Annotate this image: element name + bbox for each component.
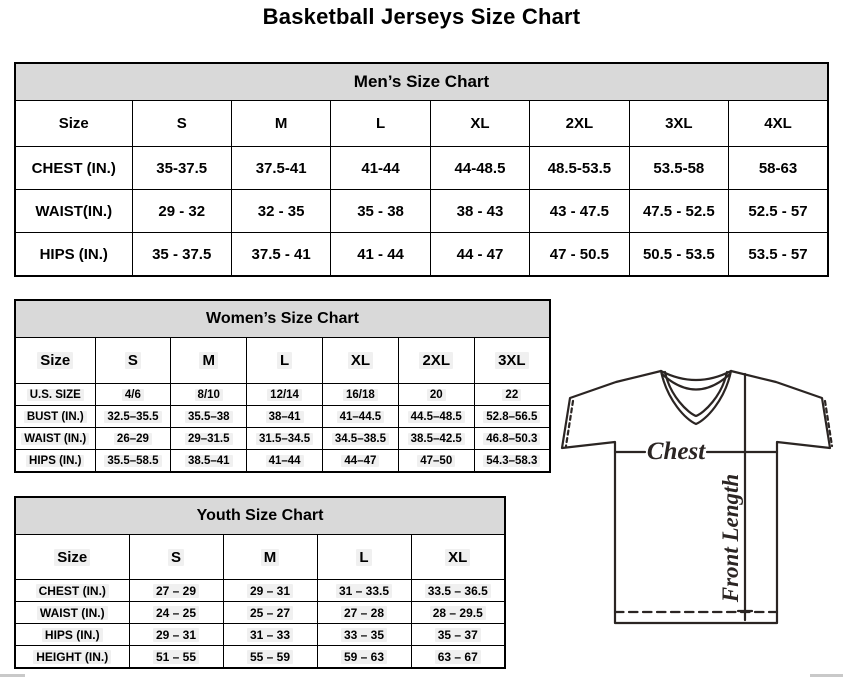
table-row — [15, 233, 828, 277]
value-cell: 41–44 — [247, 450, 323, 473]
value-cell: 41-44 — [331, 147, 430, 190]
jersey-outline — [562, 371, 830, 623]
table-header-band — [15, 497, 505, 535]
value-cell: 29–31.5 — [171, 428, 247, 450]
table-header-band — [15, 63, 828, 101]
size-column-header: L — [247, 338, 323, 384]
size-column-header: XL — [322, 338, 398, 384]
table-row — [15, 624, 505, 646]
size-label-cell: Size — [15, 101, 132, 147]
row-label-cell: CHEST (IN.) — [15, 147, 132, 190]
row-label-cell: WAIST(IN.) — [15, 190, 132, 233]
value-cell: 31 – 33.5 — [317, 580, 411, 602]
value-cell: 54.3–58.3 — [474, 450, 550, 473]
size-column-header: 2XL — [530, 101, 629, 147]
size-column-header: S — [95, 338, 171, 384]
chest-label: Chest — [646, 438, 706, 465]
value-cell: 35 – 37 — [411, 624, 505, 646]
mens-size-chart — [14, 62, 829, 277]
value-cell: 38.5–41 — [171, 450, 247, 473]
table-row — [15, 428, 550, 450]
value-cell: 50.5 - 53.5 — [629, 233, 728, 277]
row-label-cell: BUST (IN.) — [15, 406, 95, 428]
size-label-cell: Size — [15, 338, 95, 384]
value-cell: 4/6 — [95, 384, 171, 406]
value-cell: 22 — [474, 384, 550, 406]
size-label-cell: Size — [15, 535, 129, 580]
value-cell: 35.5–58.5 — [95, 450, 171, 473]
value-cell: 44.5–48.5 — [398, 406, 474, 428]
value-cell: 33 – 35 — [317, 624, 411, 646]
front-length-label: Front Length — [718, 473, 743, 603]
table-row — [15, 406, 550, 428]
row-label-cell: U.S. SIZE — [15, 384, 95, 406]
row-label-cell: HIPS (IN.) — [15, 450, 95, 473]
size-column-header: 3XL — [629, 101, 728, 147]
row-label-cell: HIPS (IN.) — [15, 624, 129, 646]
value-cell: 51 – 55 — [129, 646, 223, 669]
value-cell: 27 – 29 — [129, 580, 223, 602]
size-column-header: 2XL — [398, 338, 474, 384]
value-cell: 8/10 — [171, 384, 247, 406]
scrollbar-track-fragment-left[interactable] — [0, 674, 25, 677]
collar-inner-v — [665, 372, 727, 416]
value-cell: 27 – 28 — [317, 602, 411, 624]
table-row — [15, 147, 828, 190]
womens-size-chart — [14, 299, 551, 473]
row-label-cell: CHEST (IN.) — [15, 580, 129, 602]
size-column-header: M — [231, 101, 330, 147]
size-column-header: M — [223, 535, 317, 580]
size-column-header: XL — [411, 535, 505, 580]
value-cell: 16/18 — [322, 384, 398, 406]
value-cell: 58-63 — [729, 147, 828, 190]
value-cell: 52.8–56.5 — [474, 406, 550, 428]
size-header-row — [15, 338, 550, 384]
value-cell: 35 - 38 — [331, 190, 430, 233]
value-cell: 52.5 - 57 — [729, 190, 828, 233]
value-cell: 29 - 32 — [132, 190, 231, 233]
value-cell: 46.8–50.3 — [474, 428, 550, 450]
row-label-cell: HEIGHT (IN.) — [15, 646, 129, 669]
value-cell: 53.5-58 — [629, 147, 728, 190]
value-cell: 41 - 44 — [331, 233, 430, 277]
value-cell: 38.5–42.5 — [398, 428, 474, 450]
value-cell: 47–50 — [398, 450, 474, 473]
value-cell: 34.5–38.5 — [322, 428, 398, 450]
value-cell: 47.5 - 52.5 — [629, 190, 728, 233]
youth-size-chart — [14, 496, 506, 669]
size-column-header: L — [317, 535, 411, 580]
value-cell: 26–29 — [95, 428, 171, 450]
value-cell: 59 – 63 — [317, 646, 411, 669]
value-cell: 43 - 47.5 — [530, 190, 629, 233]
value-cell: 44–47 — [322, 450, 398, 473]
value-cell: 37.5-41 — [231, 147, 330, 190]
value-cell: 35-37.5 — [132, 147, 231, 190]
value-cell: 41–44.5 — [322, 406, 398, 428]
value-cell: 33.5 – 36.5 — [411, 580, 505, 602]
value-cell: 37.5 - 41 — [231, 233, 330, 277]
value-cell: 48.5-53.5 — [530, 147, 629, 190]
value-cell: 47 - 50.5 — [530, 233, 629, 277]
youth-chart-title: Youth Size Chart — [15, 497, 505, 535]
value-cell: 55 – 59 — [223, 646, 317, 669]
mens-chart-title: Men’s Size Chart — [15, 63, 828, 101]
size-column-header: S — [132, 101, 231, 147]
table-row — [15, 602, 505, 624]
value-cell: 53.5 - 57 — [729, 233, 828, 277]
table-row — [15, 190, 828, 233]
value-cell: 32 - 35 — [231, 190, 330, 233]
scrollbar-track-fragment-right[interactable] — [810, 674, 843, 677]
value-cell: 63 – 67 — [411, 646, 505, 669]
page-title: Basketball Jerseys Size Chart — [262, 4, 581, 29]
size-column-header: XL — [430, 101, 529, 147]
table-row — [15, 384, 550, 406]
value-cell: 20 — [398, 384, 474, 406]
value-cell: 44 - 47 — [430, 233, 529, 277]
value-cell: 35.5–38 — [171, 406, 247, 428]
table-row — [15, 646, 505, 669]
value-cell: 29 – 31 — [129, 624, 223, 646]
table-header-band — [15, 300, 550, 338]
row-label-cell: WAIST (IN.) — [15, 428, 95, 450]
size-header-row — [15, 101, 828, 147]
value-cell: 25 – 27 — [223, 602, 317, 624]
row-label-cell: WAIST (IN.) — [15, 602, 129, 624]
size-column-header: L — [331, 101, 430, 147]
value-cell: 32.5–35.5 — [95, 406, 171, 428]
value-cell: 44-48.5 — [430, 147, 529, 190]
jersey-measurement-diagram — [558, 358, 840, 630]
value-cell: 38–41 — [247, 406, 323, 428]
size-column-header: 3XL — [474, 338, 550, 384]
value-cell: 24 – 25 — [129, 602, 223, 624]
value-cell: 31 – 33 — [223, 624, 317, 646]
value-cell: 38 - 43 — [430, 190, 529, 233]
value-cell: 35 - 37.5 — [132, 233, 231, 277]
womens-chart-title: Women’s Size Chart — [15, 300, 550, 338]
table-row — [15, 580, 505, 602]
value-cell: 31.5–34.5 — [247, 428, 323, 450]
value-cell: 12/14 — [247, 384, 323, 406]
value-cell: 29 – 31 — [223, 580, 317, 602]
table-row — [15, 450, 550, 473]
collar-top-arc-shallow — [661, 371, 731, 380]
row-label-cell: HIPS (IN.) — [15, 233, 132, 277]
size-header-row — [15, 535, 505, 580]
size-column-header: 4XL — [729, 101, 828, 147]
size-column-header: M — [171, 338, 247, 384]
value-cell: 28 – 29.5 — [411, 602, 505, 624]
size-column-header: S — [129, 535, 223, 580]
